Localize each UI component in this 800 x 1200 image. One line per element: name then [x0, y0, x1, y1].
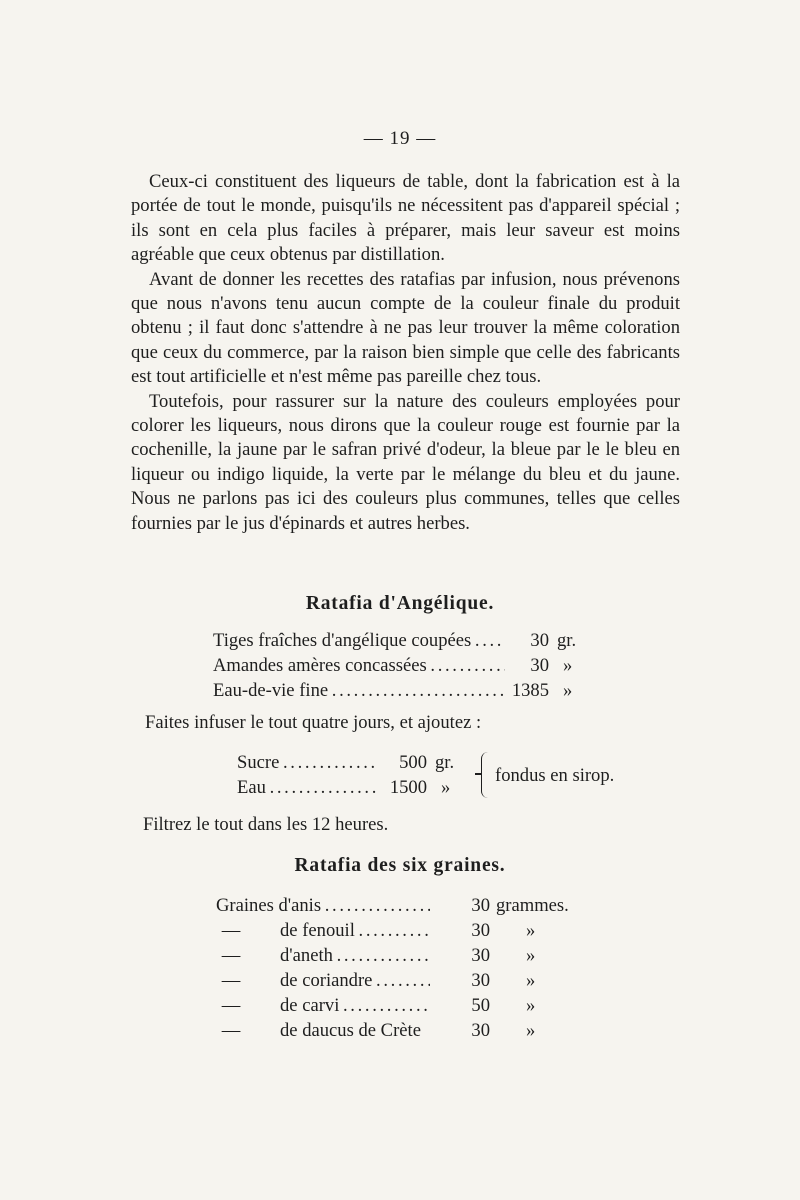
- ingredient-row: [213, 653, 603, 678]
- ingredient-unit: »: [563, 655, 573, 676]
- ingredient-qty: 30: [530, 655, 549, 676]
- paragraph-1: Ceux-ci constituent des liqueurs de table, dont la fabrication est à la portée de tout le monde, puisqu'ils ne nécessitent pas d'appareil spécial ; ils sont en cela plus faciles à préparer, mais leur saveur est moins agréable que ceux obtenus par distillation.: [131, 171, 680, 266]
- infusion-instruction: Faites infuser le tout quatre jours, et ajoutez :: [145, 712, 482, 733]
- ingredient-unit: grammes.: [496, 895, 569, 916]
- ingredient-row: [216, 943, 596, 968]
- ingredient-name: de carvi . . .: [246, 993, 430, 1018]
- syrup-qty: 1500: [389, 777, 427, 798]
- syrup-unit: gr.: [435, 752, 455, 773]
- ingredient-unit: »: [526, 995, 536, 1016]
- ingredient-unit: »: [526, 920, 536, 941]
- ingredient-name: Eau-de-vie fine . . .: [213, 678, 505, 703]
- ingredient-name: Amandes amères concassées . . .: [213, 653, 505, 678]
- syrup-qty: 500: [399, 752, 427, 773]
- syrup-group: [237, 750, 657, 802]
- ingredient-unit: »: [526, 970, 536, 991]
- body-text: [131, 170, 680, 536]
- paragraph-2: Avant de donner les recettes des ratafias par infusion, nous prévenons que nous n'avons tenu aucun compte de la couleur finale du produit obtenu ; il faut donc s'attendre à ne pas leur trouver la même coloration que ceux du commerce, par la raison bien simple que celle des fabricants est tout artificielle et n'est même pas pareille chez tous.: [131, 268, 680, 388]
- ingredient-name: de daucus de Crète: [280, 1020, 421, 1041]
- ingredient-qty: 30: [471, 895, 490, 916]
- recipe-2-ingredients: [216, 893, 596, 1043]
- page-number: — 19 —: [363, 128, 437, 149]
- ditto-dash: —: [221, 1020, 241, 1041]
- ditto-dash: —: [221, 945, 241, 966]
- paragraph-3: Toutefois, pour rassurer sur la nature des couleurs employées pour colorer les liqueurs, nous dirons que la couleur rouge est fournie par la cochenille, la jaune par le safran privé d'odeur, la bleue par le le bleu en liqueur ou indigo liquide, la verte par le mélange du bleu et du jaune. Nous ne parlons pas ici des couleurs plus communes, telles que celles fournies par le jus d'épinards et autres herbes.: [131, 390, 680, 534]
- syrup-note: fondus en sirop.: [495, 765, 615, 786]
- ditto-dash: —: [221, 970, 241, 991]
- ingredient-row: [216, 893, 596, 918]
- ingredient-unit: »: [526, 945, 536, 966]
- ingredient-qty: 30: [471, 945, 490, 966]
- filter-instruction: Filtrez le tout dans les 12 heures.: [143, 814, 389, 835]
- ingredient-name: de coriandre . . .: [246, 968, 430, 993]
- recipe-1-ingredients: [213, 628, 603, 703]
- ingredient-row: [216, 993, 596, 1018]
- recipe-2-title: Ratafia des six graines.: [294, 855, 506, 876]
- ingredient-qty: 30: [471, 1020, 490, 1041]
- syrup-name: Eau . . .: [237, 775, 377, 800]
- brace-icon: [481, 752, 490, 798]
- ingredient-row: [213, 628, 603, 653]
- ingredient-unit: gr.: [557, 630, 577, 651]
- ingredient-name: Graines d'anis . . .: [216, 893, 430, 918]
- ingredient-row: [216, 918, 596, 943]
- syrup-unit: »: [441, 777, 451, 798]
- ingredient-qty: 30: [530, 630, 549, 651]
- ingredient-row: [216, 1018, 596, 1043]
- ingredient-qty: 30: [471, 920, 490, 941]
- syrup-name: Sucre . . .: [237, 750, 377, 775]
- ingredient-name: de fenouil . . .: [246, 918, 430, 943]
- ingredient-row: [213, 678, 603, 703]
- ingredient-name: d'aneth . . .: [246, 943, 430, 968]
- ingredient-unit: »: [563, 680, 573, 701]
- ingredient-unit: »: [526, 1020, 536, 1041]
- ditto-dash: —: [221, 995, 241, 1016]
- recipe-1-title: Ratafia d'Angélique.: [305, 593, 495, 614]
- ingredient-name: Tiges fraîches d'angélique coupées . . .: [213, 628, 505, 653]
- ingredient-qty: 50: [471, 995, 490, 1016]
- ditto-dash: —: [221, 920, 241, 941]
- ingredient-row: [216, 968, 596, 993]
- ingredient-qty: 30: [471, 970, 490, 991]
- ingredient-qty: 1385: [511, 680, 549, 701]
